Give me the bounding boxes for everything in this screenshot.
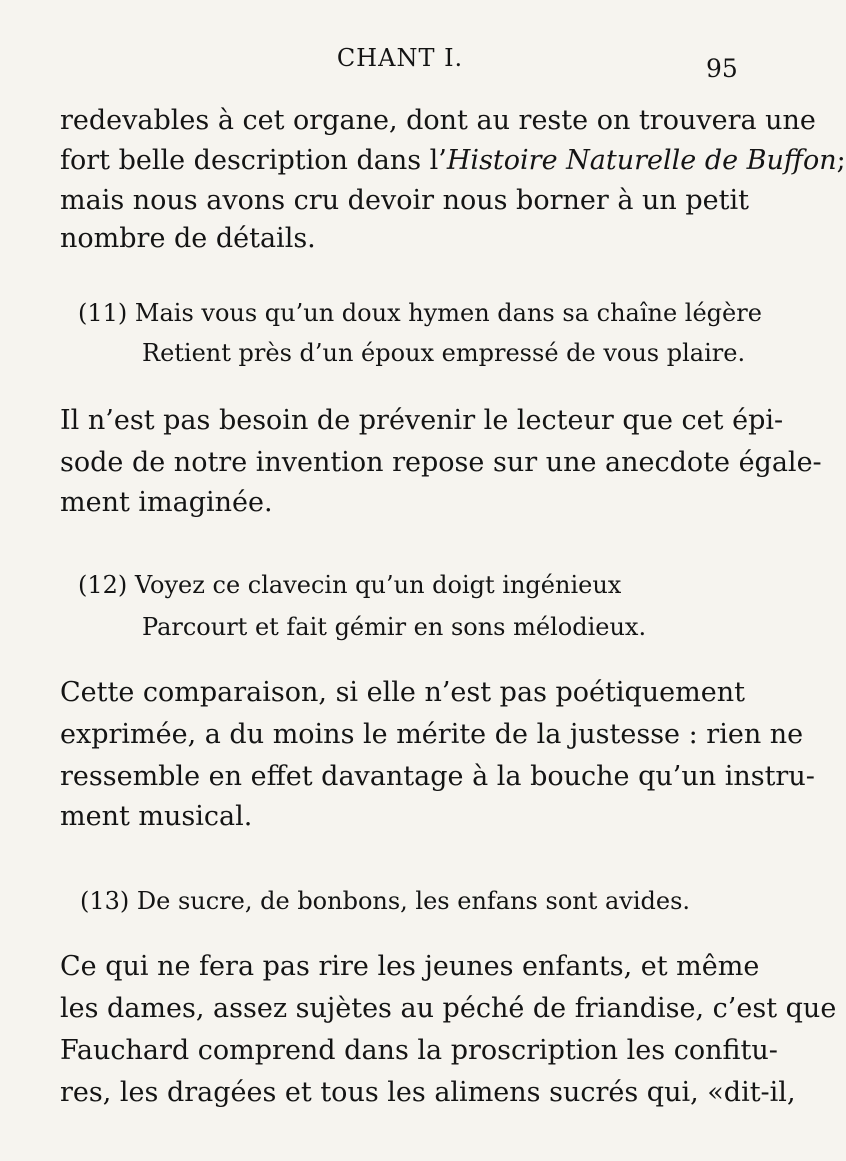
- text-line: sode de notre invention repose sur une anecdote égale-: [60, 447, 822, 478]
- text-line: Cette comparaison, si elle n’est pas poétiquement: [60, 677, 745, 708]
- text-line: ressemble en effet davantage à la bouche qu’un instru-: [60, 761, 815, 792]
- text-fragment: ;: [836, 145, 846, 176]
- text-fragment: fort belle description dans l’: [60, 145, 447, 176]
- text-line: redevables à cet organe, dont au reste on trouvera une: [60, 105, 816, 136]
- text-line: Fauchard comprend dans la proscription les confitu-: [60, 1035, 778, 1066]
- verse-line: Retient près d’un époux empressé de vous plaire.: [142, 339, 746, 367]
- text-line: les dames, assez sujètes au péché de friandise, c’est que: [60, 993, 837, 1024]
- text-line: exprimée, a du moins le mérite de la justesse : rien ne: [60, 719, 804, 750]
- verse-line: (12) Voyez ce clavecin qu’un doigt ingénieux: [78, 571, 622, 599]
- text-line: res, les dragées et tous les alimens sucrés qui, «dit-il,: [60, 1077, 796, 1108]
- running-head: CHANT I.: [336, 44, 464, 72]
- verse-line: (13) De sucre, de bonbons, les enfans sont avides.: [80, 887, 691, 915]
- book-title: Histoire Naturelle de Buffon: [446, 145, 837, 176]
- text-line: Il n’est pas besoin de prévenir le lecteur que cet épi-: [60, 405, 784, 436]
- text-line: nombre de détails.: [60, 223, 316, 254]
- page-number: 95: [706, 54, 738, 83]
- text-line: ment musical.: [60, 801, 253, 832]
- verse-line: Parcourt et fait gémir en sons mélodieux.: [142, 613, 647, 641]
- text-line: mais nous avons cru devoir nous borner à un petit: [60, 185, 749, 216]
- text-line: [60, 144, 846, 178]
- verse-line: (11) Mais vous qu’un doux hymen dans sa chaîne légère: [78, 299, 762, 327]
- text-line: ment imaginée.: [60, 487, 273, 518]
- text-line: Ce qui ne fera pas rire les jeunes enfants, et même: [60, 951, 760, 982]
